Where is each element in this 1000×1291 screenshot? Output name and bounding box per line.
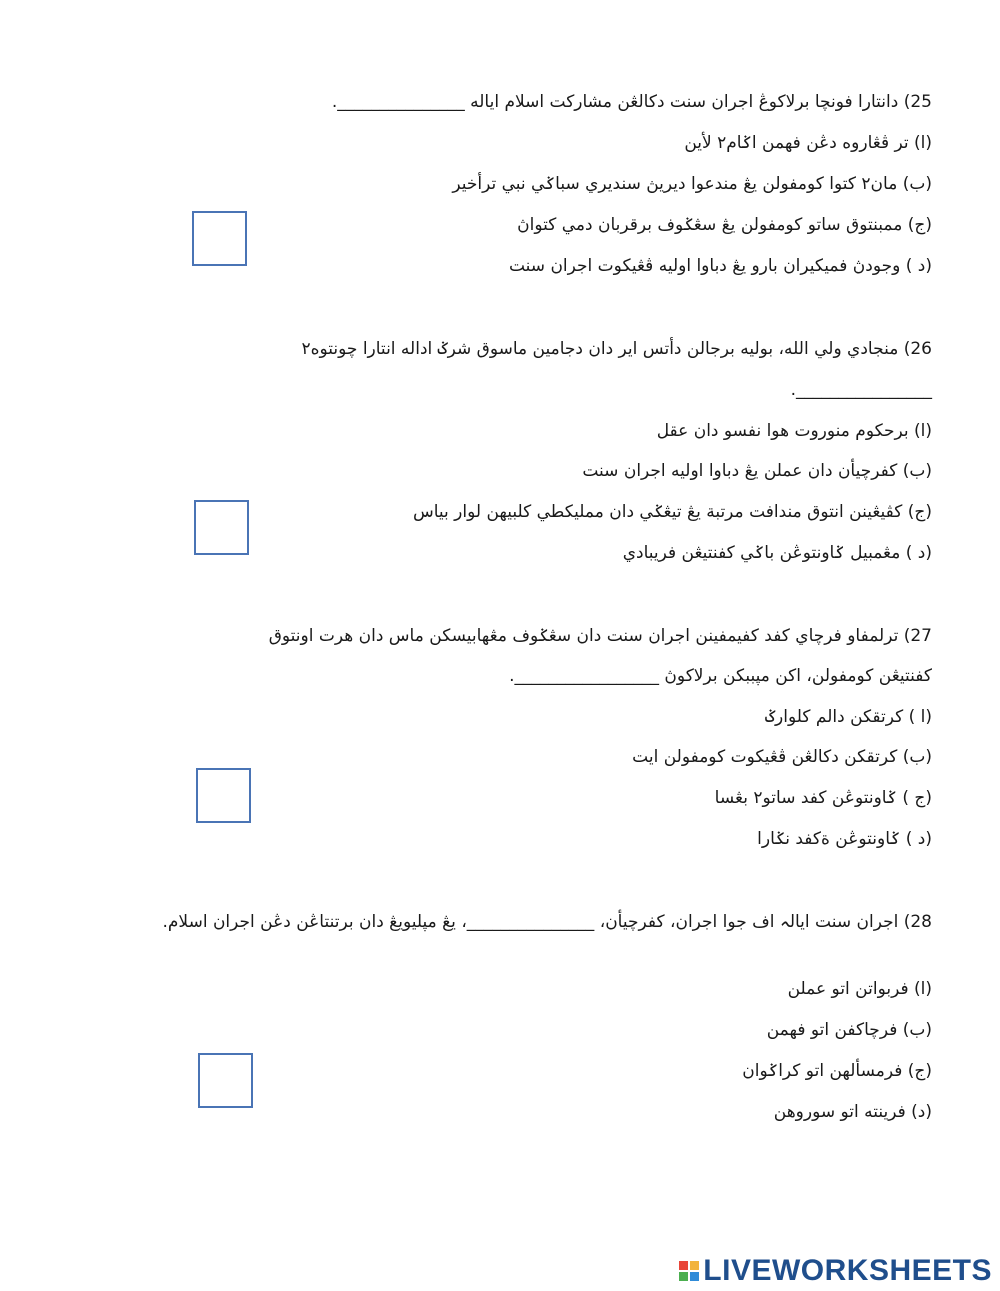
- question-26-option-d: (د ) مڠمبيل ݢاونتوڠن باݢي کفنتيڠن فريبادي: [622, 543, 932, 563]
- logo-icon-square: [679, 1272, 688, 1281]
- question-25-option-c: (ج) ممبنتوق ساتو کومفولن يڠ سڠݢوف برقربان دمي کتواڽ: [517, 215, 932, 235]
- question-28-option-a: (ا) فربواتن اتو عملن: [787, 979, 932, 999]
- question-27-stem-continued: کفنتيڠن کومفولن، اکن مڽببکن برلاکوڽ _________________.: [509, 666, 932, 686]
- question-25-option-a: (ا) تر ڤڠاروه دڠن فهمن اݢام٢ لأين: [684, 133, 932, 153]
- question-28-stem: 28) اجران سنت ايالہ اف جوا اجران، کفرچيأن، _______________، يڠ مڽليويڠ دان برتنتاڠن دڠن اجران اسلام.: [162, 912, 932, 932]
- question-26-stem-blank: ________________.: [790, 380, 932, 400]
- question-28-option-d: (د) فرينته اتو سوروهن: [773, 1102, 932, 1122]
- question-26-stem: 26) منجادي ولي الله، بوليه برجالن دأتس اير دان دجامين ماسوق شرݢ اداله انتارا چونتوه٢: [301, 339, 932, 359]
- question-27-stem: 27) ترلمفاو فرچاي کفد کفيمفينن اجران سنت دان سڠݢوف مڠهابيسکن ماس دان هرت اونتوق: [268, 626, 932, 646]
- question-26-option-a: (ا) برحکوم منوروت هوا نفسو دان عقل: [656, 421, 932, 441]
- question-26-option-b: (ب) کفرچيأن دان عملن يڠ دباوا اوليه اجران سنت: [582, 461, 932, 481]
- liveworksheets-logo-icon: [679, 1261, 699, 1281]
- question-27-option-a: (ا ) کرتقکن دالم کلوارݢ: [765, 707, 932, 727]
- question-25-answer-box[interactable]: [192, 211, 247, 266]
- question-27-option-c: (ج ) ݢاونتوڠن کفد ساتو٢ بڠسا: [714, 788, 932, 808]
- question-28-option-c: (ج) فرمسألهن اتو کراݢوان: [742, 1061, 932, 1081]
- question-25-stem: 25) دانتارا فونچا برلاکوڠ اجران سنت دکالڠن مشارکت اسلام اياله _______________.: [331, 92, 932, 112]
- question-27-answer-box[interactable]: [196, 768, 251, 823]
- question-27-option-d: (د ) ݢاونتوڠن ةکفد نݢارا: [757, 829, 932, 849]
- logo-text: LIVEWORKSHEETS: [703, 1254, 992, 1287]
- question-25-option-d: (د ) وجودڽ فميکيران بارو يڠ دباوا اوليه ڤڠيکوت اجران سنت: [508, 256, 932, 276]
- question-26-option-c: (ج) کڤيڠينن انتوق مندافت مرتبة يڠ تيڠݢي دان ممليکطي کلبيهن لوار بياس: [412, 502, 932, 522]
- logo-icon-square: [690, 1272, 699, 1281]
- question-26-answer-box[interactable]: [194, 500, 249, 555]
- question-28-option-b: (ب) فرچاکفن اتو فهمن: [766, 1020, 932, 1040]
- liveworksheets-logo: [679, 1254, 992, 1288]
- question-27-option-b: (ب) کرتقکن دکالڠن ڤڠيکوت کومفولن ايت: [632, 747, 932, 767]
- question-28-answer-box[interactable]: [198, 1053, 253, 1108]
- logo-icon-square: [690, 1261, 699, 1270]
- logo-icon-square: [679, 1261, 688, 1270]
- question-25-option-b: (ب) مان٢ کتوا کومفولن يڠ مندعوا ديريڽ سنديري سباݢي نبي ترأخير: [452, 174, 932, 194]
